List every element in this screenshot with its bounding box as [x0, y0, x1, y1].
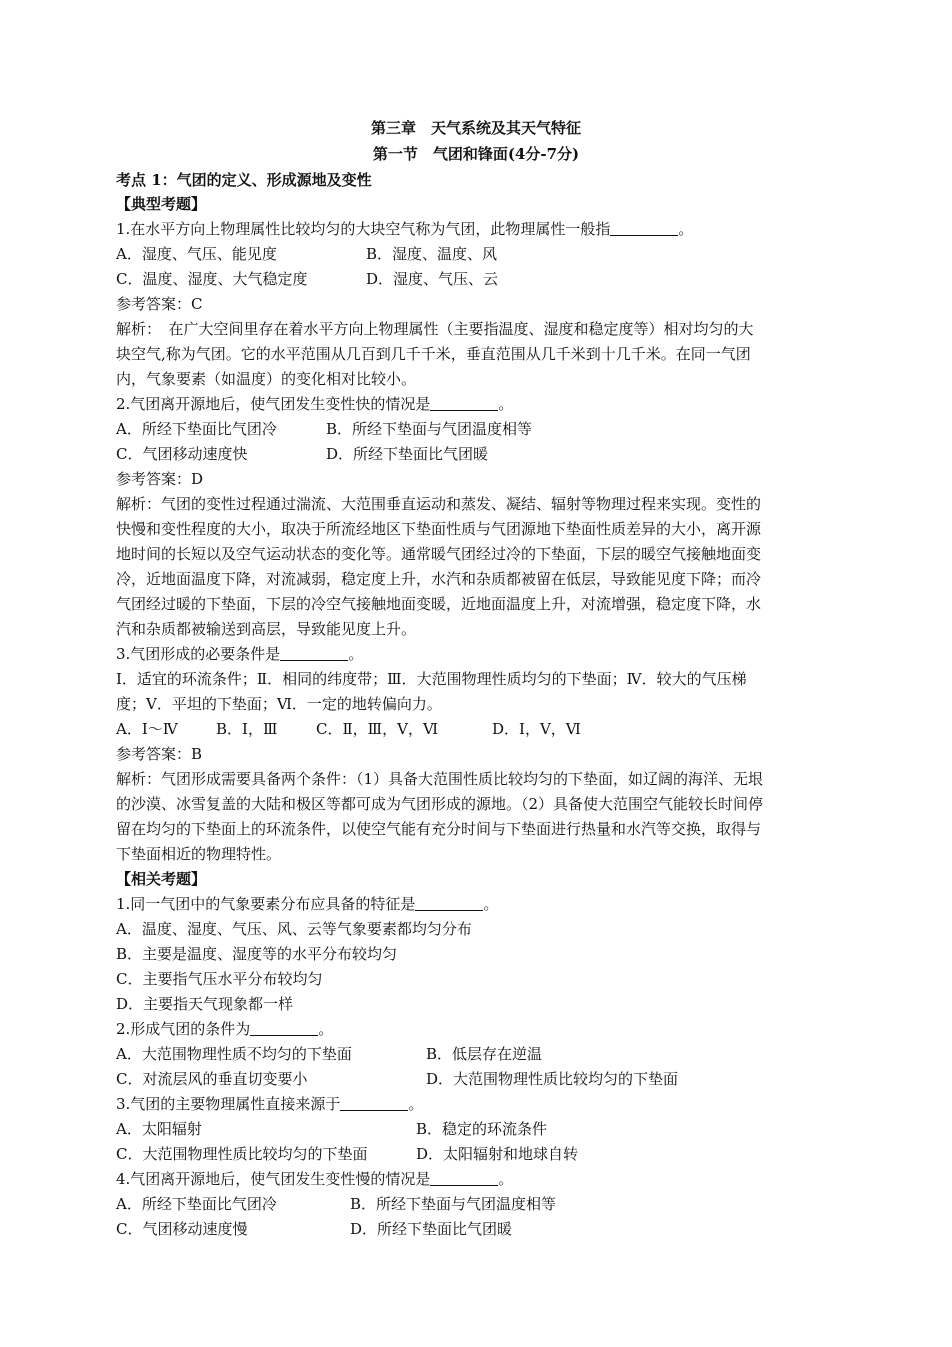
chapter-title: 第三章 天气系统及其天气特征 — [370, 119, 581, 137]
option-d: D．所经下垫面比气团暖 — [326, 445, 489, 463]
question-3-analysis: 下垫面相近的物理特性。 — [116, 845, 282, 863]
option-b: B．所经下垫面与气团温度相等 — [326, 420, 533, 438]
question-3-analysis: 解析：气团形成需要具备两个条件：（1）具备大范围性质比较均匀的下垫面，如辽阔的海洋、无垠 — [116, 770, 764, 788]
option-b: B．所经下垫面与气团温度相等 — [350, 1195, 557, 1213]
question-2-analysis: 地时间的长短以及空气运动状态的变化等。通常暖气团经过冷的下垫面，下层的暖空气接触地面变 — [116, 545, 762, 563]
option-a: A．所经下垫面比气团冷 — [116, 420, 277, 438]
option-a: A．Ⅰ～Ⅳ — [116, 720, 178, 738]
answer-blank — [430, 1170, 498, 1186]
question-2-stem: 2.气团离开源地后，使气团发生变性快的情况是 。 — [116, 395, 514, 413]
question-3-options — [116, 719, 581, 739]
option-c: C．对流层风的垂直切变要小 — [116, 1070, 308, 1088]
related-question-4-stem: 4.气团离开源地后，使气团发生变性慢的情况是 。 — [116, 1170, 514, 1188]
question-3-stem: 3.气团形成的必要条件是 。 — [116, 645, 364, 663]
related-question-4-options-ab — [116, 1194, 556, 1214]
option-a: A．大范围物理性质不均匀的下垫面 — [116, 1045, 352, 1063]
question-3-conditions: 度；Ⅴ．平坦的下垫面；Ⅵ．一定的地转偏向力。 — [116, 695, 442, 713]
question-1-options-ab — [116, 244, 497, 264]
question-1-options-cd — [116, 269, 498, 289]
option-b: B．主要是温度、湿度等的水平分布较均匀 — [116, 945, 398, 963]
question-1-analysis: 解析： 在广大空间里存在着水平方向上物理属性（主要指温度、湿度和稳定度等）相对均匀的大 — [116, 320, 754, 338]
option-a: A．湿度、气压、能见度 — [116, 245, 277, 263]
option-c: C．温度、湿度、大气稳定度 — [116, 270, 308, 288]
option-c: C．主要指气压水平分布较均匀 — [116, 970, 323, 988]
option-d: D．主要指天气现象都一样 — [116, 995, 294, 1013]
option-d: D．湿度、气压、云 — [366, 270, 499, 288]
answer-blank — [610, 220, 678, 236]
question-3-analysis: 的沙漠、冰雪复盖的大陆和极区等都可成为气团形成的源地。（2）具备使大范围空气能较长时间停 — [116, 795, 764, 813]
option-b: B．Ⅰ，Ⅲ — [216, 720, 278, 738]
related-question-1-stem: 1.同一气团中的气象要素分布应具备的特征是 。 — [116, 895, 499, 913]
option-d: D．Ⅰ，Ⅴ，Ⅵ — [492, 720, 581, 738]
question-1-stem: 1.在水平方向上物理属性比较均匀的大块空气称为气团，此物理属性一般指 。 — [116, 220, 694, 238]
option-c: C．Ⅱ，Ⅲ，Ⅴ，Ⅵ — [316, 720, 439, 738]
related-question-4-options-cd — [116, 1219, 512, 1239]
option-d: D．太阳辐射和地球自转 — [416, 1145, 579, 1163]
option-a: A．太阳辐射 — [116, 1120, 202, 1138]
related-question-3-options-ab — [116, 1119, 547, 1139]
question-1-answer: 参考答案：C — [116, 295, 203, 313]
option-b: B．稳定的环流条件 — [416, 1120, 548, 1138]
related-question-2-stem: 2.形成气团的条件为 。 — [116, 1020, 334, 1038]
related-question-3-options-cd — [116, 1144, 578, 1164]
question-2-analysis: 快慢和变性程度的大小，取决于所流经地区下垫面性质与气团源地下垫面性质差异的大小，离开源 — [116, 520, 762, 538]
option-c: C．气团移动速度慢 — [116, 1220, 248, 1238]
question-2-analysis: 气团经过暖的下垫面，下层的冷空气接触地面变暖，近地面温度上升，对流增强，稳定度下降，水 — [116, 595, 762, 613]
question-2-options-cd — [116, 444, 488, 464]
question-2-analysis: 解析：气团的变性过程通过湍流、大范围垂直运动和蒸发、凝结、辐射等物理过程来实现。变性的 — [116, 495, 762, 513]
section-title: 第一节 气团和锋面(4分-7分) — [372, 145, 580, 163]
related-question-2-options-ab — [116, 1044, 542, 1064]
question-3-conditions: Ⅰ．适宜的环流条件；Ⅱ．相同的纬度带；Ⅲ．大范围物理性质均匀的下垫面；Ⅳ．较大的气压梯 — [116, 670, 747, 688]
question-3-answer: 参考答案：B — [116, 745, 203, 763]
related-question-2-options-cd — [116, 1069, 678, 1089]
related-questions-header: 【相关考题】 — [116, 870, 207, 888]
question-2-answer: 参考答案：D — [116, 470, 204, 488]
option-b: B．低层存在逆温 — [426, 1045, 543, 1063]
question-3-analysis: 留在均匀的下垫面上的环流条件，以使空气能有充分时间与下垫面进行热量和水汽等交换，取得与 — [116, 820, 762, 838]
answer-blank — [415, 895, 483, 911]
option-d: D．大范围物理性质比较均匀的下垫面 — [426, 1070, 679, 1088]
option-d: D．所经下垫面比气团暖 — [350, 1220, 513, 1238]
option-c: C．气团移动速度快 — [116, 445, 248, 463]
answer-blank — [250, 1020, 318, 1036]
question-1-analysis: 块空气,称为气团。它的水平范围从几百到几千千米，垂直范围从几千米到十几千米。在同一气团 — [116, 345, 751, 363]
question-2-options-ab — [116, 419, 532, 439]
option-a: A．温度、湿度、气压、风、云等气象要素都均匀分布 — [116, 920, 472, 938]
answer-blank — [430, 395, 498, 411]
option-b: B．湿度、温度、风 — [366, 245, 498, 263]
question-2-analysis: 汽和杂质都被输送到高层，导致能见度上升。 — [116, 620, 417, 638]
answer-blank — [280, 645, 348, 661]
option-c: C．大范围物理性质比较均匀的下垫面 — [116, 1145, 368, 1163]
question-1-analysis: 内，气象要素（如温度）的变化相对比较小。 — [116, 370, 417, 388]
related-question-3-stem: 3.气团的主要物理属性直接来源于 。 — [116, 1095, 424, 1113]
question-2-analysis: 冷，近地面温度下降，对流减弱，稳定度上升，水汽和杂质都被留在低层，导致能见度下降；而冷 — [116, 570, 762, 588]
typical-questions-header: 【典型考题】 — [116, 195, 207, 213]
topic-heading: 考点 1：气团的定义、形成源地及变性 — [116, 171, 372, 189]
answer-blank — [340, 1095, 408, 1111]
option-a: A．所经下垫面比气团冷 — [116, 1195, 277, 1213]
